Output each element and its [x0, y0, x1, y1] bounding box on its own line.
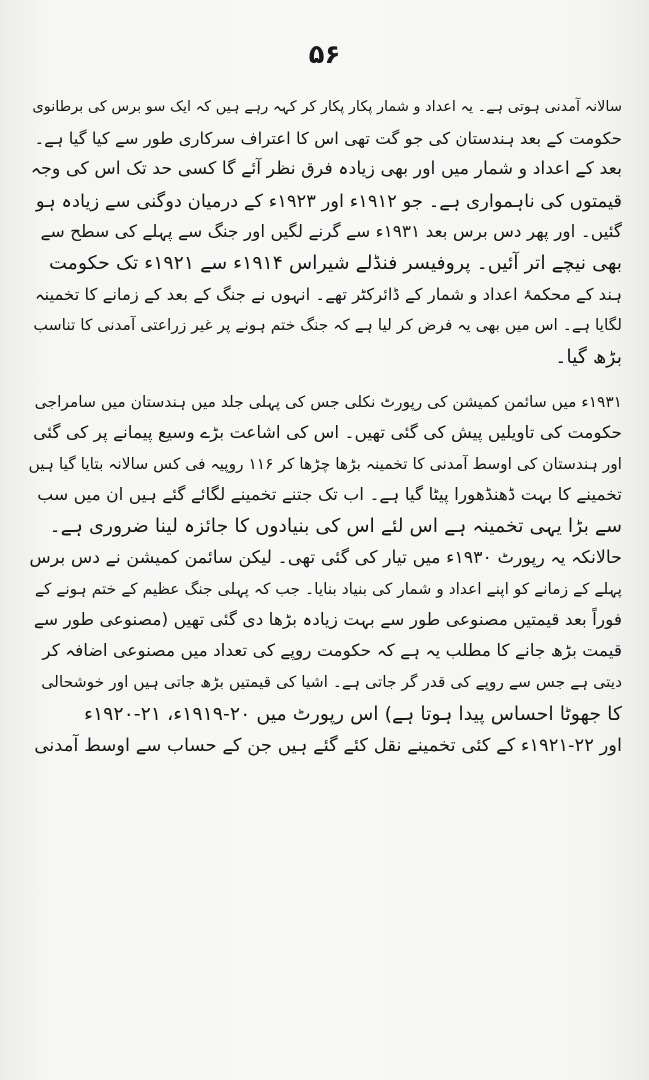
text-line: قیمتوں کی ناہمواری ہے۔ جو ۱۹۱۲ء اور ۱۹۲۳ء کے درمیان دوگنی سے زیادہ ہو — [35, 190, 622, 212]
text-line: سے بڑا یہی تخمینہ ہے اس لئے اس کی بنیادوں کا جائزہ لینا ضروری ہے۔ — [49, 515, 622, 538]
text-line: پہلے کے زمانے کو اپنے اعداد و شمار کی بنیاد بنایا۔ جب کہ پہلی جنگ عظیم کے ختم ہونے کے — [34, 579, 622, 598]
text-line: کا جھوٹا احساس پیدا ہوتا ہے) اس رپورٹ میں ۲۰-۱۹۱۹ء، ۲۱-۱۹۲۰ء — [84, 702, 622, 725]
text-line: لگایا ہے۔ اس میں بھی یہ فرض کر لیا ہے کہ جنگ ختم ہونے پر غیر زراعتی آمدنی کا تناسب — [33, 316, 622, 335]
text-line: حالانکہ یہ رپورٹ ۱۹۳۰ء میں تیار کی گئی تھی۔ لیکن سائمن کمیشن نے دس برس — [29, 547, 622, 568]
text-line: سالانہ آمدنی ہوتی ہے۔ یہ اعداد و شمار پکار پکار کر کہہ رہے ہیں کہ ایک سو برس کی برطانوی — [32, 99, 622, 115]
text-line: تخمینے کا بہت ڈھنڈھورا پیٹا گیا ہے۔ اب تک جتنے تخمینے لگائے گئے ہیں ان میں سب — [37, 485, 622, 506]
text-line: دیتی ہے جس سے روپے کی قدر گر جاتی ہے۔ اشیا کی قیمتیں بڑھ جاتی ہیں اور خوشحالی — [41, 673, 622, 692]
page-body-text — [28, 92, 622, 761]
text-line: اور ۲۲-۱۹۲۱ء کے کئی تخمینے نقل کئے گئے ہیں جن کے حساب سے اوسط آمدنی — [34, 734, 622, 756]
text-line: حکومت کی تاویلیں پیش کی گئی تھیں۔ اس کی اشاعت بڑے وسیع پیمانے پر کی گئی — [33, 422, 622, 443]
text-line: قیمت بڑھ جانے کا مطلب یہ ہے کہ حکومت روپے کی تعداد میں مصنوعی اضافہ کر — [42, 641, 622, 662]
text-line: بھی نیچے اتر آئیں۔ پروفیسر فنڈلے شیراس ۱۹۱۴ء سے ۱۹۲۱ء تک حکومت — [49, 251, 622, 274]
text-line: ہند کے محکمۂ اعداد و شمار کے ڈائرکٹر تھے۔ انہوں نے جنگ کے بعد کے زمانے کا تخمینہ — [34, 285, 622, 305]
text-line: بعد کے اعداد و شمار میں اور بھی زیادہ فرق نظر آئے گا کسی حد تک اس کی وجہ — [30, 159, 622, 180]
text-line: گئیں۔ اور پھر دس برس بعد ۱۹۳۱ء سے گرنے لگیں اور جنگ سے پہلے کی سطح سے — [40, 221, 622, 242]
text-line: ۱۹۳۱ء میں سائمن کمیشن کی رپورٹ نکلی جس کی پہلی جلد میں ہندستان میں سامراجی — [34, 392, 622, 411]
text-line: اور ہندستان کی اوسط آمدنی کا تخمینہ بڑھا چڑھا کر ۱۱۶ روپیہ فی کس سالانہ بتایا گیا ہیں — [28, 455, 622, 474]
text-line: فوراً بعد قیمتیں مصنوعی طور سے بہت زیادہ بڑھا دی گئی تھیں (مصنوعی طور سے — [33, 610, 622, 630]
page-number: ۵۶ — [308, 40, 341, 70]
text-line: بڑھ گیا۔ — [555, 345, 622, 368]
text-line: حکومت کے بعد ہندستان کی جو گت تھی اس کا اعتراف سرکاری طور سے کیا گیا ہے۔ — [34, 129, 622, 149]
